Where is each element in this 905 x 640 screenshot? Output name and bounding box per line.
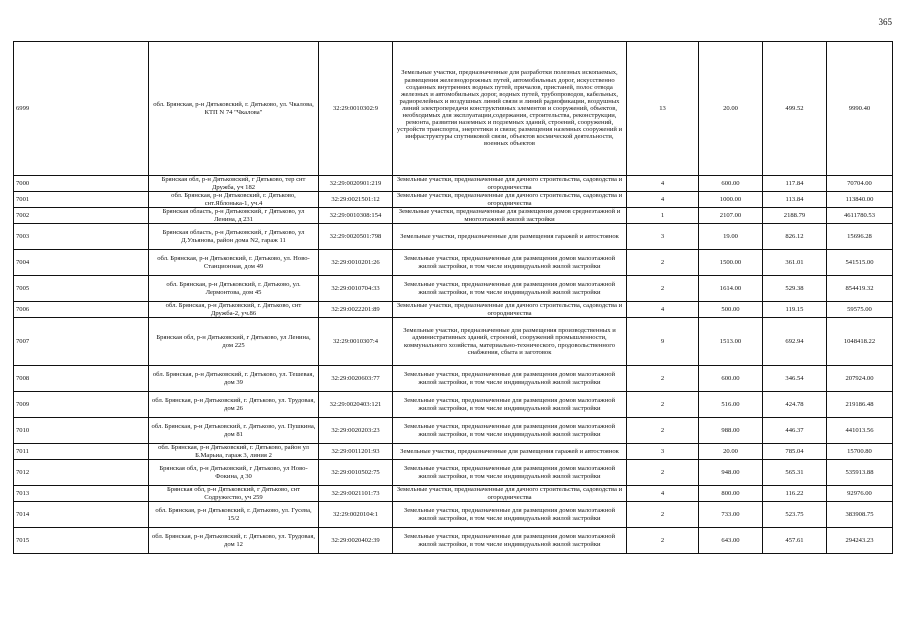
area-cell: 600.00 bbox=[699, 366, 763, 392]
permitted-use-cell: Земельные участки, предназначенные для размещения домов среднеэтажной и многоэтажной жилой застройки bbox=[393, 208, 627, 224]
area-cell: 1000.00 bbox=[699, 192, 763, 208]
specific-cadastral-value-cell: 457.61 bbox=[763, 528, 827, 554]
table-row bbox=[14, 276, 893, 302]
address-cell: обл. Брянская, р-н Дятьковский, г. Дятьково, снт Дружба-2, уч.86 bbox=[149, 302, 319, 318]
area-cell: 948.00 bbox=[699, 460, 763, 486]
cadastral-number-cell: 32:29:0020603:77 bbox=[319, 366, 393, 392]
cadastral-value-cell: 59575.00 bbox=[827, 302, 893, 318]
use-group-cell: 2 bbox=[627, 366, 699, 392]
table-row bbox=[14, 444, 893, 460]
cadastral-value-cell: 441013.56 bbox=[827, 418, 893, 444]
land-registry-table bbox=[13, 41, 893, 554]
area-cell: 988.00 bbox=[699, 418, 763, 444]
registry-body bbox=[14, 42, 893, 554]
specific-cadastral-value-cell: 424.78 bbox=[763, 392, 827, 418]
specific-cadastral-value-cell: 113.84 bbox=[763, 192, 827, 208]
address-cell: обл. Брянская, р-н Дятьковский, г. Дятьково, район ул Б.Марьиа, гараж 3, линия 2 bbox=[149, 444, 319, 460]
row-number: 7015 bbox=[14, 528, 149, 554]
use-group-cell: 2 bbox=[627, 392, 699, 418]
address-cell: обл. Брянская, р-н Дятьковский, г. Дятьково, ул. Трудовая, дом 26 bbox=[149, 392, 319, 418]
address-cell: Брянская обл, р-н Дятьковский, г Дятьково, тер снт Дружба, уч 182 bbox=[149, 176, 319, 192]
address-cell: Брянская обл, р-н Дятьковский, г Дятьково, снт Содружество, уч 259 bbox=[149, 486, 319, 502]
table-row bbox=[14, 366, 893, 392]
area-cell: 516.00 bbox=[699, 392, 763, 418]
cadastral-number-cell: 32:29:0010502:75 bbox=[319, 460, 393, 486]
use-group-cell: 4 bbox=[627, 176, 699, 192]
cadastral-value-cell: 207924.00 bbox=[827, 366, 893, 392]
row-number: 6999 bbox=[14, 42, 149, 176]
cadastral-value-cell: 92976.00 bbox=[827, 486, 893, 502]
cadastral-number-cell: 32:29:0010307:4 bbox=[319, 318, 393, 366]
area-cell: 20.00 bbox=[699, 42, 763, 176]
specific-cadastral-value-cell: 119.15 bbox=[763, 302, 827, 318]
cadastral-number-cell: 32:29:0021101:73 bbox=[319, 486, 393, 502]
permitted-use-cell: Земельные участки, предназначенные для дачного строительства, садоводства и огородничества bbox=[393, 176, 627, 192]
table-row bbox=[14, 486, 893, 502]
table-row bbox=[14, 502, 893, 528]
use-group-cell: 4 bbox=[627, 192, 699, 208]
specific-cadastral-value-cell: 692.94 bbox=[763, 318, 827, 366]
specific-cadastral-value-cell: 529.38 bbox=[763, 276, 827, 302]
table-row bbox=[14, 460, 893, 486]
cadastral-number-cell: 32:29:0010201:26 bbox=[319, 250, 393, 276]
use-group-cell: 4 bbox=[627, 486, 699, 502]
cadastral-value-cell: 383908.75 bbox=[827, 502, 893, 528]
use-group-cell: 2 bbox=[627, 276, 699, 302]
specific-cadastral-value-cell: 565.31 bbox=[763, 460, 827, 486]
row-number: 7007 bbox=[14, 318, 149, 366]
address-cell: обл. Брянская, р-н Дятьковский, г. Дятьково, ул. Чкалова, КТП N 74 "Чкалова" bbox=[149, 42, 319, 176]
permitted-use-cell: Земельные участки, предназначенные для размещения производственных и административных зданий, строений, сооружений промышленности, коммунального хозяйства, материально-технического, продовольственного снабжения, сбыта и заготовок bbox=[393, 318, 627, 366]
area-cell: 733.00 bbox=[699, 502, 763, 528]
table-row bbox=[14, 250, 893, 276]
table-row bbox=[14, 224, 893, 250]
specific-cadastral-value-cell: 499.52 bbox=[763, 42, 827, 176]
permitted-use-cell: Земельные участки, предназначенные для размещения домов малоэтажной жилой застройки, в том числе индивидуальной жилой застройки bbox=[393, 502, 627, 528]
area-cell: 2107.00 bbox=[699, 208, 763, 224]
permitted-use-cell: Земельные участки, предназначенные для размещения домов малоэтажной жилой застройки, в том числе индивидуальной жилой застройки bbox=[393, 250, 627, 276]
area-cell: 1513.00 bbox=[699, 318, 763, 366]
specific-cadastral-value-cell: 785.04 bbox=[763, 444, 827, 460]
cadastral-value-cell: 535913.88 bbox=[827, 460, 893, 486]
address-cell: Брянская обл, р-н Дятьковский, г Дятьково, ул Ново-Фокина, д 30 bbox=[149, 460, 319, 486]
table-row bbox=[14, 192, 893, 208]
address-cell: Брянская область, р-н Дятьковский, г Дятьково, ул Ленина, д 231 bbox=[149, 208, 319, 224]
permitted-use-cell: Земельные участки, предназначенные для размещения домов малоэтажной жилой застройки, в том числе индивидуальной жилой застройки bbox=[393, 392, 627, 418]
use-group-cell: 9 bbox=[627, 318, 699, 366]
cadastral-value-cell: 113840.00 bbox=[827, 192, 893, 208]
row-number: 7013 bbox=[14, 486, 149, 502]
permitted-use-cell: Земельные участки, предназначенные для разработки полезных ископаемых, размещения железнодорожных путей, автомобильных дорог, искусственно созданных внутренних водных путей, причалов, пристаней, полос отвода железных и автомобильных дорог, водных путей, трубопроводов, кабельных, радиорелейных и воздушных линий связи и линий радиофикации, воздушных линий электропередачи конструктивных элементов и сооружений, объектов, необходимых для эксплуатации,содержания, строительства, реконструкции, ремонта, развития наземных и подземных зданий, строений, сооружений, устройств транспорта, энергетики и связи; размещения наземных сооружений и инфраструктуры спутниковой связи, объектов космической деятельности, военных объектов bbox=[393, 42, 627, 176]
table-row bbox=[14, 208, 893, 224]
use-group-cell: 13 bbox=[627, 42, 699, 176]
permitted-use-cell: Земельные участки, предназначенные для размещения домов малоэтажной жилой застройки, в том числе индивидуальной жилой застройки bbox=[393, 528, 627, 554]
cadastral-number-cell: 32:29:0020501:798 bbox=[319, 224, 393, 250]
area-cell: 19.00 bbox=[699, 224, 763, 250]
cadastral-number-cell: 32:29:0010308:154 bbox=[319, 208, 393, 224]
row-number: 7011 bbox=[14, 444, 149, 460]
row-number: 7005 bbox=[14, 276, 149, 302]
use-group-cell: 2 bbox=[627, 502, 699, 528]
address-cell: обл. Брянская, р-н Дятьковский, г. Дятьково, ул. Тешевая, дом 39 bbox=[149, 366, 319, 392]
row-number: 7004 bbox=[14, 250, 149, 276]
page-number: 365 bbox=[878, 17, 892, 27]
cadastral-value-cell: 854419.32 bbox=[827, 276, 893, 302]
use-group-cell: 2 bbox=[627, 528, 699, 554]
cadastral-value-cell: 219186.48 bbox=[827, 392, 893, 418]
address-cell: обл. Брянская, р-н Дятьковский, г. Дятьково, ул. Ново-Станционная, дом 49 bbox=[149, 250, 319, 276]
specific-cadastral-value-cell: 446.37 bbox=[763, 418, 827, 444]
table-row bbox=[14, 176, 893, 192]
use-group-cell: 4 bbox=[627, 302, 699, 318]
cadastral-value-cell: 70704.00 bbox=[827, 176, 893, 192]
specific-cadastral-value-cell: 116.22 bbox=[763, 486, 827, 502]
cadastral-number-cell: 32:29:0020901:219 bbox=[319, 176, 393, 192]
area-cell: 20.00 bbox=[699, 444, 763, 460]
row-number: 7010 bbox=[14, 418, 149, 444]
permitted-use-cell: Земельные участки, предназначенные для размещения домов малоэтажной жилой застройки, в том числе индивидуальной жилой застройки bbox=[393, 460, 627, 486]
specific-cadastral-value-cell: 2188.79 bbox=[763, 208, 827, 224]
cadastral-number-cell: 32:29:0010302:9 bbox=[319, 42, 393, 176]
use-group-cell: 2 bbox=[627, 418, 699, 444]
row-number: 7009 bbox=[14, 392, 149, 418]
area-cell: 1614.00 bbox=[699, 276, 763, 302]
use-group-cell: 1 bbox=[627, 208, 699, 224]
cadastral-number-cell: 32:29:0020403:121 bbox=[319, 392, 393, 418]
cadastral-value-cell: 294243.23 bbox=[827, 528, 893, 554]
specific-cadastral-value-cell: 523.75 bbox=[763, 502, 827, 528]
row-number: 7014 bbox=[14, 502, 149, 528]
permitted-use-cell: Земельные участки, предназначенные для дачного строительства, садоводства и огородничества bbox=[393, 486, 627, 502]
use-group-cell: 2 bbox=[627, 460, 699, 486]
table-row bbox=[14, 418, 893, 444]
area-cell: 800.00 bbox=[699, 486, 763, 502]
permitted-use-cell: Земельные участки, предназначенные для размещения гаражей и автостоянок bbox=[393, 444, 627, 460]
use-group-cell: 3 bbox=[627, 444, 699, 460]
table-row bbox=[14, 528, 893, 554]
specific-cadastral-value-cell: 361.01 bbox=[763, 250, 827, 276]
permitted-use-cell: Земельные участки, предназначенные для размещения гаражей и автостоянок bbox=[393, 224, 627, 250]
address-cell: обл. Брянская, р-н Дятьковский, г. Дятьково, снт.Яблонька-1, уч.4 bbox=[149, 192, 319, 208]
cadastral-value-cell: 1048418.22 bbox=[827, 318, 893, 366]
cadastral-value-cell: 15700.80 bbox=[827, 444, 893, 460]
use-group-cell: 2 bbox=[627, 250, 699, 276]
specific-cadastral-value-cell: 346.54 bbox=[763, 366, 827, 392]
address-cell: обл. Брянская, р-н Дятьковский, г. Дятьково, ул. Гусева, 15/2 bbox=[149, 502, 319, 528]
address-cell: Брянская область, р-н Дятьковский, г Дятьково, ул Д.Ульянова, район дома N2, гараж 11 bbox=[149, 224, 319, 250]
row-number: 7002 bbox=[14, 208, 149, 224]
cadastral-number-cell: 32:29:0021501:12 bbox=[319, 192, 393, 208]
use-group-cell: 3 bbox=[627, 224, 699, 250]
cadastral-number-cell: 32:29:0020402:39 bbox=[319, 528, 393, 554]
permitted-use-cell: Земельные участки, предназначенные для размещения домов малоэтажной жилой застройки, в том числе индивидуальной жилой застройки bbox=[393, 276, 627, 302]
row-number: 7003 bbox=[14, 224, 149, 250]
address-cell: Брянская обл, р-н Дятьковский, г Дятьково, ул Ленина, дом 225 bbox=[149, 318, 319, 366]
area-cell: 600.00 bbox=[699, 176, 763, 192]
table-row bbox=[14, 318, 893, 366]
address-cell: обл. Брянская, р-н Дятьковский, г. Дятьково, ул. Пушкина, дом 81 bbox=[149, 418, 319, 444]
permitted-use-cell: Земельные участки, предназначенные для дачного строительства, садоводства и огородничества bbox=[393, 192, 627, 208]
cadastral-number-cell: 32:29:0020203:23 bbox=[319, 418, 393, 444]
specific-cadastral-value-cell: 826.12 bbox=[763, 224, 827, 250]
permitted-use-cell: Земельные участки, предназначенные для дачного строительства, садоводства и огородничества bbox=[393, 302, 627, 318]
row-number: 7006 bbox=[14, 302, 149, 318]
area-cell: 500.00 bbox=[699, 302, 763, 318]
cadastral-number-cell: 32:29:0011201:93 bbox=[319, 444, 393, 460]
cadastral-value-cell: 541515.00 bbox=[827, 250, 893, 276]
cadastral-value-cell: 9990.40 bbox=[827, 42, 893, 176]
table-row bbox=[14, 42, 893, 176]
row-number: 7000 bbox=[14, 176, 149, 192]
cadastral-number-cell: 32:29:0010704:33 bbox=[319, 276, 393, 302]
cadastral-value-cell: 4611780.53 bbox=[827, 208, 893, 224]
table-row bbox=[14, 392, 893, 418]
area-cell: 1500.00 bbox=[699, 250, 763, 276]
address-cell: обл. Брянская, р-н Дятьковский, г. Дятьково, ул. Лермонтова, дом 45 bbox=[149, 276, 319, 302]
row-number: 7012 bbox=[14, 460, 149, 486]
cadastral-number-cell: 32:29:0020104:1 bbox=[319, 502, 393, 528]
cadastral-value-cell: 15696.28 bbox=[827, 224, 893, 250]
address-cell: обл. Брянская, р-н Дятьковский, г. Дятьково, ул. Трудовая, дом 12 bbox=[149, 528, 319, 554]
permitted-use-cell: Земельные участки, предназначенные для размещения домов малоэтажной жилой застройки, в том числе индивидуальной жилой застройки bbox=[393, 366, 627, 392]
specific-cadastral-value-cell: 117.84 bbox=[763, 176, 827, 192]
permitted-use-cell: Земельные участки, предназначенные для размещения домов малоэтажной жилой застройки, в том числе индивидуальной жилой застройки bbox=[393, 418, 627, 444]
area-cell: 643.00 bbox=[699, 528, 763, 554]
cadastral-number-cell: 32:29:0022201:89 bbox=[319, 302, 393, 318]
row-number: 7008 bbox=[14, 366, 149, 392]
row-number: 7001 bbox=[14, 192, 149, 208]
table-row bbox=[14, 302, 893, 318]
